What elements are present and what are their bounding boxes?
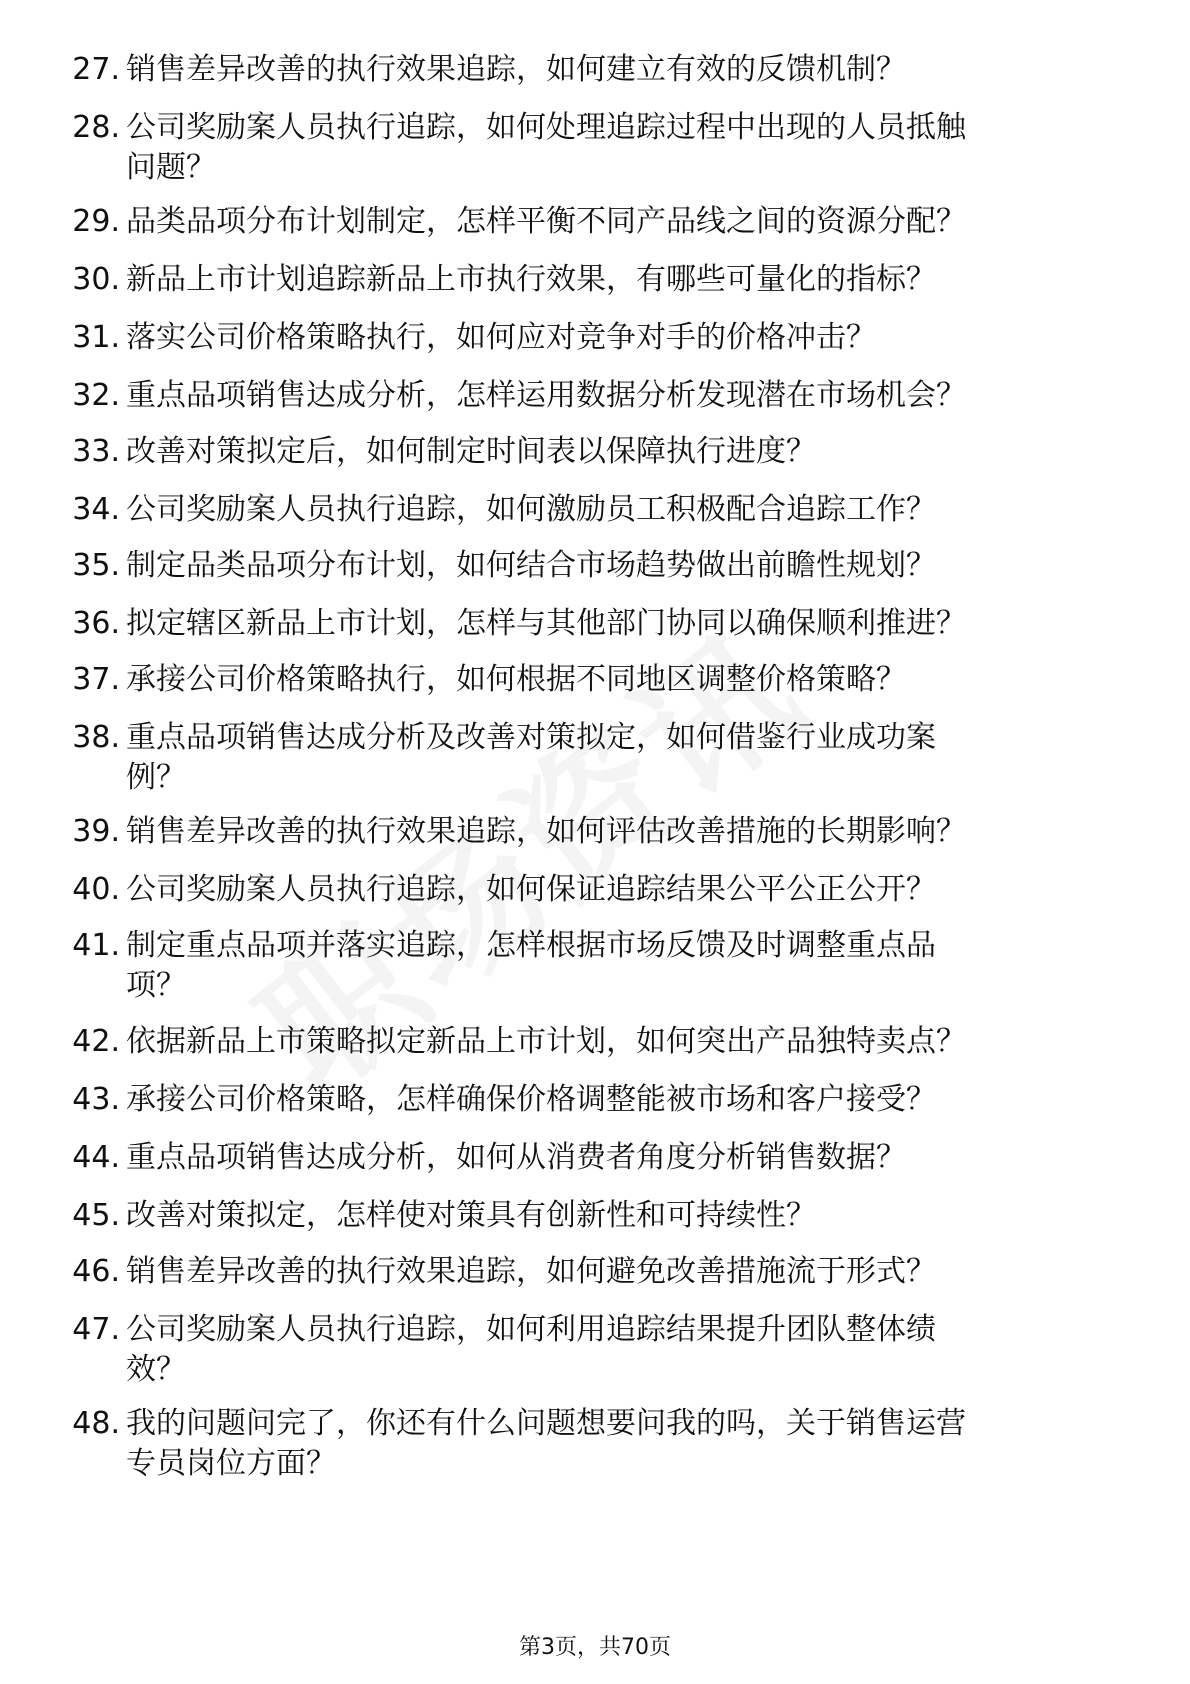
question-number: 33.	[72, 434, 120, 469]
question-number: 47.	[72, 1312, 120, 1347]
question-text	[126, 490, 1116, 530]
question-text-line: 项？	[126, 968, 186, 1003]
question-number: 40.	[72, 872, 120, 907]
question-number: 39.	[72, 814, 120, 849]
question-text-line: 问题？	[126, 150, 216, 185]
question-number: 37.	[72, 662, 120, 697]
question-text	[126, 432, 1116, 472]
question-text-line: 重点品项销售达成分析，怎样运用数据分析发现潜在市场机会？	[126, 378, 966, 413]
question-text-line: 改善对策拟定后，如何制定时间表以保障执行进度？	[126, 434, 816, 469]
question-text	[126, 1404, 1116, 1484]
question-text	[126, 926, 1116, 1006]
question-text	[126, 1310, 1116, 1390]
question-text	[126, 202, 1116, 242]
question-number: 34.	[72, 492, 120, 527]
question-text-line: 制定品类品项分布计划，如何结合市场趋势做出前瞻性规划？	[126, 548, 936, 583]
question-number: 43.	[72, 1082, 120, 1117]
question-text	[126, 604, 1116, 644]
question-number: 38.	[72, 720, 120, 755]
page-footer: 第3页，共70页	[519, 1635, 671, 1660]
question-text-line: 销售差异改善的执行效果追踪，如何评估改善措施的长期影响？	[126, 814, 966, 849]
question-text	[126, 1022, 1116, 1062]
question-text-line: 重点品项销售达成分析及改善对策拟定，如何借鉴行业成功案	[126, 720, 936, 755]
question-number: 30.	[72, 262, 120, 297]
question-text-line: 重点品项销售达成分析，如何从消费者角度分析销售数据？	[126, 1140, 906, 1175]
question-text	[126, 812, 1116, 852]
question-text-line: 制定重点品项并落实追踪，怎样根据市场反馈及时调整重点品	[126, 928, 936, 963]
question-text-line: 专员岗位方面？	[126, 1446, 336, 1481]
question-text	[126, 108, 1116, 188]
question-text	[126, 50, 1116, 90]
question-number: 31.	[72, 320, 120, 355]
question-number: 36.	[72, 606, 120, 641]
question-text-line: 依据新品上市策略拟定新品上市计划，如何突出产品独特卖点？	[126, 1024, 966, 1059]
question-text-line: 公司奖励案人员执行追踪，如何利用追踪结果提升团队整体绩	[126, 1312, 936, 1347]
question-number: 48.	[72, 1406, 120, 1441]
question-text-line: 承接公司价格策略执行，如何根据不同地区调整价格策略？	[126, 662, 906, 697]
question-text	[126, 660, 1116, 700]
question-number: 32.	[72, 378, 120, 413]
question-text-line: 拟定辖区新品上市计划，怎样与其他部门协同以确保顺利推进？	[126, 606, 966, 641]
question-number: 44.	[72, 1140, 120, 1175]
question-text-line: 例？	[126, 760, 186, 795]
question-text	[126, 376, 1116, 416]
question-text	[126, 546, 1116, 586]
question-text-line: 销售差异改善的执行效果追踪，如何建立有效的反馈机制？	[126, 52, 906, 87]
question-text-line: 公司奖励案人员执行追踪，如何处理追踪过程中出现的人员抵触	[126, 110, 966, 145]
question-number: 35.	[72, 548, 120, 583]
question-text-line: 新品上市计划追踪新品上市执行效果，有哪些可量化的指标？	[126, 262, 936, 297]
question-number: 29.	[72, 204, 120, 239]
question-text-line: 我的问题问完了，你还有什么问题想要问我的吗，关于销售运营	[126, 1406, 966, 1441]
question-number: 28.	[72, 110, 120, 145]
question-text-line: 效？	[126, 1352, 186, 1387]
question-text-line: 销售差异改善的执行效果追踪，如何避免改善措施流于形式？	[126, 1254, 936, 1289]
question-number: 27.	[72, 52, 120, 87]
question-text-line: 承接公司价格策略，怎样确保价格调整能被市场和客户接受？	[126, 1082, 936, 1117]
question-text	[126, 718, 1116, 798]
question-text	[126, 1138, 1116, 1178]
question-number: 41.	[72, 928, 120, 963]
question-text-line: 公司奖励案人员执行追踪，如何保证追踪结果公平公正公开？	[126, 872, 936, 907]
question-text-line: 改善对策拟定，怎样使对策具有创新性和可持续性？	[126, 1198, 816, 1233]
question-text	[126, 1252, 1116, 1292]
question-text-line: 落实公司价格策略执行，如何应对竞争对手的价格冲击？	[126, 320, 876, 355]
question-number: 45.	[72, 1198, 120, 1233]
question-number: 42.	[72, 1024, 120, 1059]
question-number: 46.	[72, 1254, 120, 1289]
question-text	[126, 870, 1116, 910]
question-text	[126, 318, 1116, 358]
question-text	[126, 1080, 1116, 1120]
question-text-line: 公司奖励案人员执行追踪，如何激励员工积极配合追踪工作？	[126, 492, 936, 527]
question-text	[126, 1196, 1116, 1236]
question-text-line: 品类品项分布计划制定，怎样平衡不同产品线之间的资源分配？	[126, 204, 966, 239]
question-text	[126, 260, 1116, 300]
